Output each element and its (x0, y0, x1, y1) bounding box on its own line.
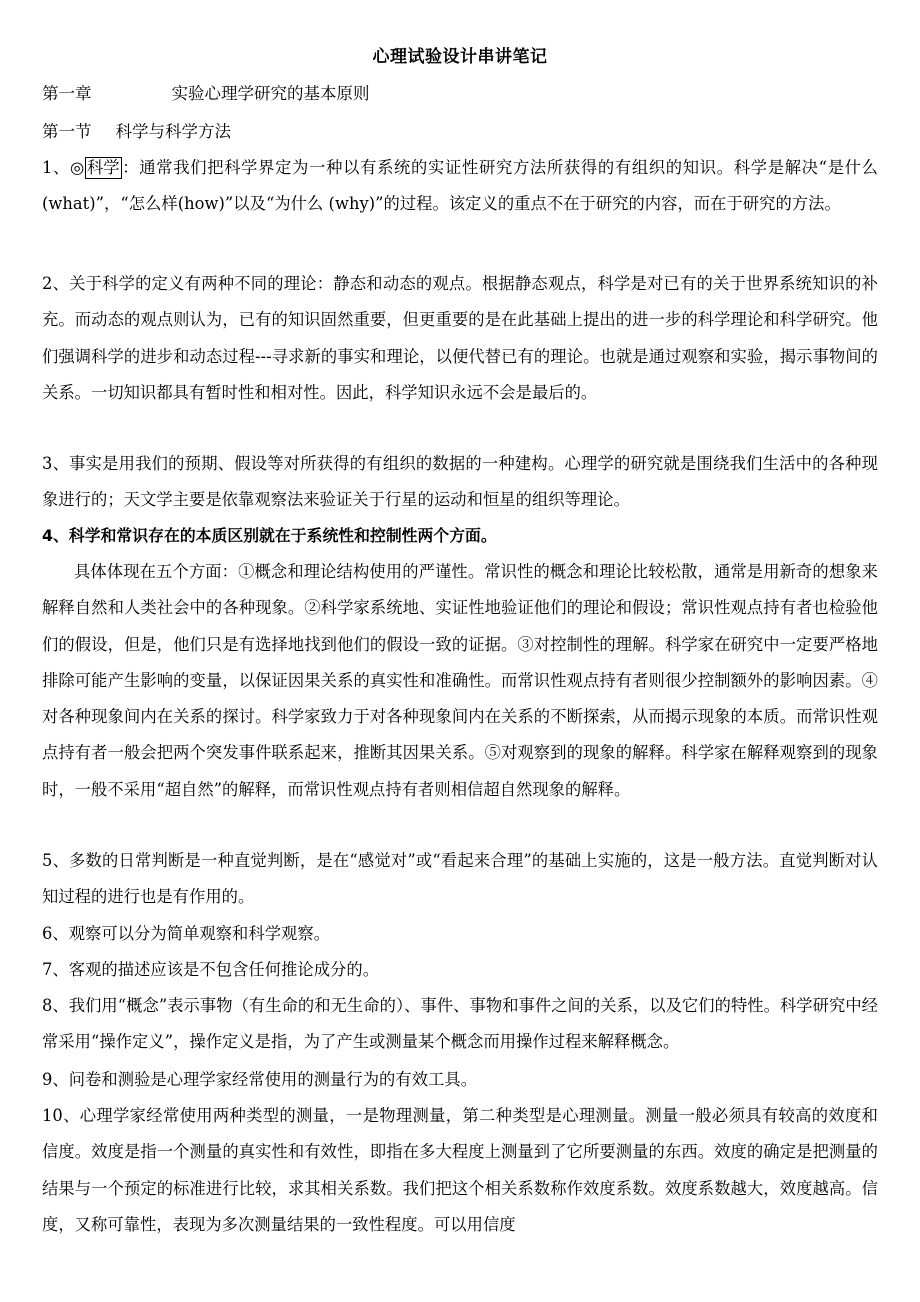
paragraph-8: 8、我们用“概念”表示事物（有生命的和无生命的）、事件、事物和事件之间的关系，以及它们的特性。科学研究中经常采用“操作定义”，操作定义是指，为了产生或测量某个概念而用操作过程来解释概念。 (42, 996, 878, 1052)
paragraph-4-detail: 具体体现在五个方面：①概念和理论结构使用的严谨性。常识性的概念和理论比较松散，通常是用新奇的想象来解释自然和人类社会中的各种现象。②科学家系统地、实证性地验证他们的理论和假设；常识性观点持有者也检验他们的假设，但是，他们只是有选择地找到他们的假设一致的证据。③对控制性的理解。科学家在研究中一定要严格地排除可能产生影响的变量，以保证因果关系的真实性和准确性。而常识性观点持有者则很少控制额外的影响因素。④对各种现象间内在关系的探讨。科学家致力于对各种现象间内在关系的不断探索，从而揭示现象的本质。而常识性观点持有者一般会把两个突发事件联系起来，推断其因果关系。⑤对观察到的现象的解释。科学家在解释观察到的现象时，一般不采用“超自然”的解释，而常识性观点持有者则相信超自然现象的解释。 (42, 562, 878, 799)
paragraph-1 (42, 150, 878, 223)
section-label: 第一节 (42, 122, 92, 141)
paragraph-10: 10、心理学家经常使用两种类型的测量，一是物理测量，第二种类型是心理测量。测量一般必须具有较高的效度和信度。效度是指一个测量的真实性和有效性，即指在多大程度上测量到了它所要测量的东西。效度的确定是把测量的结果与一个预定的标准进行比较，求其相关系数。我们把这个相关系数称作效度系数。效度系数越大，效度越高。信度，又称可靠性，表现为多次测量结果的一致性程度。可以用信度 (42, 1106, 878, 1234)
chapter-label: 第一章 (42, 84, 92, 103)
document-title: 心理试验设计串讲笔记 (372, 47, 548, 67)
paragraph-1-text: ：通常我们把科学界定为一种以有系统的实证性研究方法所获得的有组织的知识。科学是解决“是什么(what)”，“怎么样(how)”以及“为什么 (why)”的过程。该定义的重点不在于研究的内容，而在于研究的方法。 (42, 158, 878, 214)
section-name: 科学与科学方法 (115, 122, 231, 141)
paragraph-3: 3、事实是用我们的预期、假设等对所获得的有组织的数据的一种建构。心理学的研究就是围绕我们生活中的各种现象进行的；天文学主要是依靠观察法来验证关于行星的运动和恒星的组织等理论。 (42, 454, 878, 510)
paragraph-7: 7、客观的描述应该是不包含任何推论成分的。 (42, 960, 380, 979)
paragraph-1-prefix: 1、◎ (42, 158, 85, 177)
paragraph-9: 9、问卷和测验是心理学家经常使用的测量行为的有效工具。 (42, 1070, 478, 1089)
chapter-name: 实验心理学研究的基本原则 (171, 84, 370, 103)
section-heading (42, 118, 231, 142)
chapter-heading (42, 80, 370, 104)
paragraph-6: 6、观察可以分为简单观察和科学观察。 (42, 924, 331, 943)
highlighted-term-box: 科学 (86, 158, 120, 177)
paragraph-2: 2、关于科学的定义有两种不同的理论：静态和动态的观点。根据静态观点，科学是对已有的关于世界系统知识的补充。而动态的观点则认为，已有的知识固然重要，但更重要的是在此基础上提出的进一步的科学理论和科学研究。他们强调科学的进步和动态过程---寻求新的事实和理论，以便代替已有的理论。也就是通过观察和实验，揭示事物间的关系。一切知识都具有暂时性和相对性。因此，科学知识永远不会是最后的。 (42, 274, 878, 402)
paragraph-5: 5、多数的日常判断是一种直觉判断，是在“感觉对”或“看起来合理”的基础上实施的，这是一般方法。直觉判断对认知过程的进行也是有作用的。 (42, 851, 878, 907)
paragraph-4-heading: 4、科学和常识存在的本质区别就在于系统性和控制性两个方面。 (42, 526, 497, 545)
